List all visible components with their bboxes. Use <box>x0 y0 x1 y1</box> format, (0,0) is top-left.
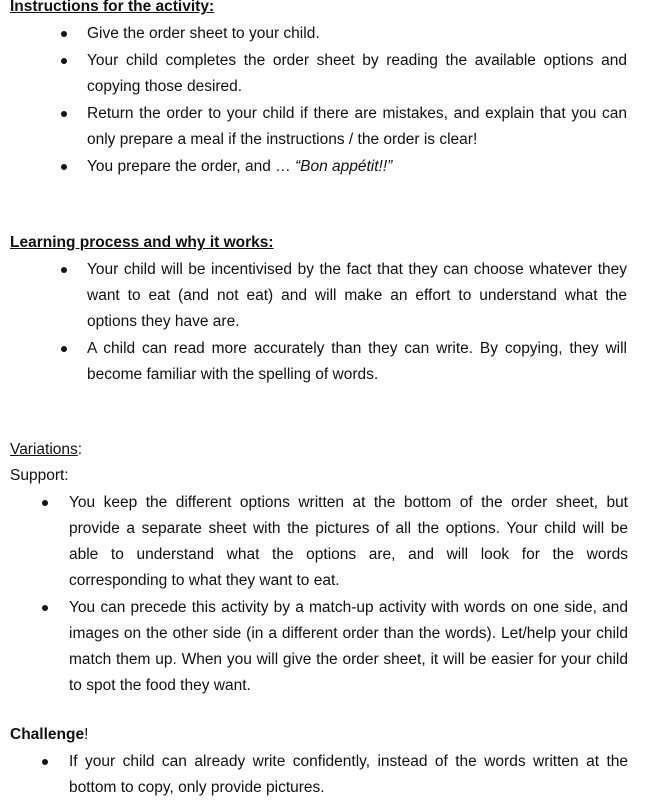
instructions-list <box>87 21 627 180</box>
support-list <box>69 490 628 699</box>
learning-heading <box>10 233 274 253</box>
bon-appetit-text: “Bon appétit!!” <box>294 158 393 175</box>
learning-heading-text: Learning process and why it works: <box>10 234 274 251</box>
instructions-item-text: Your child completes the order sheet by reading the available options and copying those desired. <box>87 52 627 95</box>
learning-item-text: A child can read more accurately than they can write. By copying, they will become familiar with the spelling of words. <box>87 340 627 383</box>
instructions-heading <box>10 0 214 17</box>
variations-heading-text: Variations <box>10 441 78 458</box>
variations-heading <box>10 440 82 460</box>
challenge-heading-suffix: ! <box>84 726 89 743</box>
support-item-text: You can precede this activity by a match-up activity with words on one side, and images on the other side (in a different order than the words). Let/help your child match them up. When you will give the order sheet, it will be easier for your child to spot the food they want. <box>69 599 628 694</box>
learning-item <box>87 336 627 388</box>
support-heading-suffix: : <box>64 467 69 484</box>
instructions-item <box>87 154 627 180</box>
challenge-item <box>69 749 628 801</box>
challenge-item-text: If your child can already write confidently, instead of the words written at the bottom to copy, only provide pictures. <box>69 753 628 796</box>
support-heading <box>10 466 69 486</box>
challenge-heading <box>10 725 88 745</box>
instructions-item-text: You prepare the order, and … <box>87 158 295 175</box>
support-heading-text: Support <box>10 467 65 484</box>
learning-list <box>87 257 627 388</box>
instructions-item <box>87 21 627 47</box>
learning-item <box>87 257 627 335</box>
instructions-heading-text: Instructions for the activity: <box>10 0 215 15</box>
instructions-item <box>87 48 627 100</box>
variations-heading-suffix: : <box>77 441 83 458</box>
instructions-item-text: Give the order sheet to your child. <box>87 25 320 42</box>
instructions-item <box>87 101 627 153</box>
support-item-text: You keep the different options written at the bottom of the order sheet, but provide a separate sheet with the pictures of all the options. Your child will be able to understand what the options are, and will look for the words corresponding to what they want to eat. <box>69 494 628 589</box>
instructions-item-text: Return the order to your child if there are mistakes, and explain that you can only prepare a meal if the instructions / the order is clear! <box>87 105 627 148</box>
challenge-list <box>69 749 628 801</box>
challenge-heading-text: Challenge <box>10 726 85 743</box>
learning-item-text: Your child will be incentivised by the fact that they can choose whatever they want to eat (and not eat) and will make an effort to understand what the options they have are. <box>87 261 627 330</box>
support-item <box>69 595 628 699</box>
support-item <box>69 490 628 594</box>
